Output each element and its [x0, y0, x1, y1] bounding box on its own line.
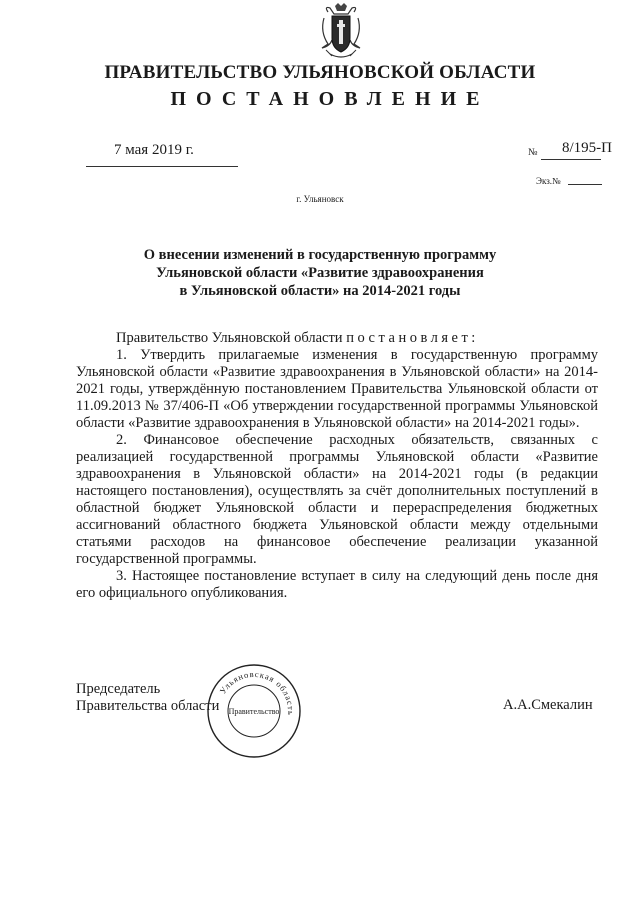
- copy-number-label: Экз.№: [536, 176, 561, 186]
- government-title: ПРАВИТЕЛЬСТВО УЛЬЯНОВСКОЙ ОБЛАСТИ: [104, 62, 536, 83]
- subject-line: Ульяновской области «Развитие здравоохранения: [156, 265, 484, 281]
- document-number: 8/195-П: [562, 140, 612, 156]
- intro-verb: постановляет:: [346, 330, 479, 346]
- date-underline: [86, 166, 238, 167]
- document-body: [76, 330, 598, 602]
- official-seal-icon: [205, 662, 303, 760]
- paragraph-2: 2. Финансовое обеспечение расходных обязательств, связанных с реализацией государственной программы Ульяновской области «Развитие здравоохранения в Ульяновской области» на 2014-2021 годы (в редакции настоящего постановления), осуществлять за счёт дополнительных поступлений в областной бюджет Ульяновской области и перераспределения бюджетных ассигнований областного бюджета Ульяновской области между отдельными статьями расходов на финансовое обеспечение реализации указанной государственной программы.: [76, 432, 598, 567]
- paragraph-1: 1. Утвердить прилагаемые изменения в государственную программу Ульяновской области «Развитие здравоохранения в Ульяновской области» на 2014-2021 годы, утверждённую постановлением Правительства Ульяновской области от 11.09.2013 № 37/406-П «Об утверждении государственной программы Ульяновской области «Развитие здравоохранения в Ульяновской области» на 2014-2021 годы».: [76, 347, 598, 431]
- signatory-name: А.А.Смекалин: [503, 697, 593, 713]
- signatory-title-line-1: Председатель: [76, 681, 161, 697]
- subject-line: О внесении изменений в государственную программу: [143, 247, 497, 263]
- svg-text:Правительство: Правительство: [228, 707, 280, 716]
- number-sign: №: [528, 147, 538, 158]
- city-name: г. Ульяновск: [296, 194, 344, 204]
- signatory-title-line-2: Правительства области: [76, 698, 220, 714]
- number-underline: [541, 159, 601, 160]
- intro-subject: Правительство Ульяновской области: [116, 330, 343, 346]
- paragraph-3: 3. Настоящее постановление вступает в силу на следующий день после дня его официального опубликования.: [76, 568, 598, 601]
- svg-text:Ульяновская область: Ульяновская область: [217, 668, 297, 717]
- document-type-title: ПОСТАНОВЛЕНИЕ: [170, 88, 490, 110]
- document-subject: [60, 246, 580, 300]
- copy-number-underline: [568, 184, 602, 185]
- subject-line: в Ульяновской области» на 2014-2021 годы: [179, 283, 461, 299]
- document-date: 7 мая 2019 г.: [114, 142, 194, 158]
- intro-paragraph: [76, 330, 598, 347]
- coat-of-arms-icon: [318, 2, 364, 62]
